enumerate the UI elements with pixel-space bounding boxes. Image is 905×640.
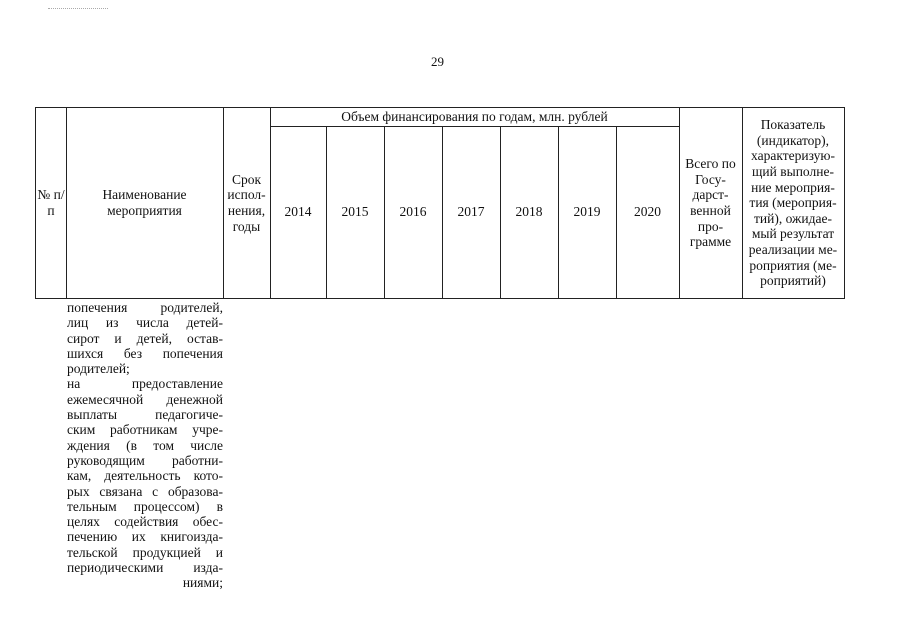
header-year xyxy=(270,126,326,298)
text-line: лиц из числа детей- xyxy=(67,315,223,331)
header-year xyxy=(384,126,442,298)
text-line: целях содействия обес- xyxy=(67,514,223,530)
header-term-label: Срок испол-нения, годы xyxy=(227,171,266,234)
year-label: 2020 xyxy=(634,204,661,220)
header-year xyxy=(616,126,679,298)
header-year xyxy=(442,126,500,298)
header-year xyxy=(558,126,616,298)
header-name xyxy=(66,108,223,298)
text-line: шихся без попечения xyxy=(67,345,223,361)
text-line: руководящим работни- xyxy=(67,452,223,468)
scan-artifact xyxy=(48,8,108,10)
header-indicator-label: Показатель (индикатор), характеризую-щий выполне-ние мероприя-тия (мероприя-тий), ожидае-мый результат реализации ме-роприятия (ме-роприятий) xyxy=(748,117,838,289)
year-label: 2019 xyxy=(573,204,601,220)
text-line: родителей; xyxy=(67,361,130,377)
text-line: ским работникам учре- xyxy=(67,422,223,438)
header-name-label: Наименование мероприятия xyxy=(102,187,187,218)
header-total-label: Всего по Госу-дарст-венной про-грамме xyxy=(685,156,736,250)
year-label: 2018 xyxy=(515,204,543,220)
year-label: 2014 xyxy=(284,204,312,220)
year-label: 2017 xyxy=(457,204,485,220)
year-label: 2015 xyxy=(341,204,369,220)
header-funding xyxy=(270,108,679,126)
header-term xyxy=(223,108,270,298)
text-line: тельской продукцией и xyxy=(67,544,223,560)
text-line: на предоставление xyxy=(67,376,223,392)
header-funding-label: Объем финансирования по годам, млн. рублей xyxy=(341,109,608,125)
text-line: периодическими изда- xyxy=(67,560,223,576)
header-num-label: № п/п xyxy=(37,187,65,218)
table-header xyxy=(35,107,845,299)
text-line: кам, деятельность кото- xyxy=(67,468,223,484)
text-line: рых связана с образова- xyxy=(67,483,223,499)
header-indicator xyxy=(742,108,844,298)
year-label: 2016 xyxy=(399,204,427,220)
page-number: 29 xyxy=(431,54,444,69)
text-line: выплаты педагогиче- xyxy=(67,407,223,423)
text-line: ежемесячной денежной xyxy=(67,391,223,407)
text-line: ниями; xyxy=(182,575,223,591)
header-year xyxy=(326,126,384,298)
text-line: печению их книгоизда- xyxy=(67,529,223,545)
row-activity-name xyxy=(67,300,223,591)
text-line: ждения (в том числе xyxy=(67,437,223,453)
header-num xyxy=(36,108,66,298)
text-line: сирот и детей, остав- xyxy=(67,330,223,346)
text-line: тельным процессом) в xyxy=(67,498,223,514)
header-total xyxy=(679,108,742,298)
text-line: попечения родителей, xyxy=(67,300,223,315)
header-year xyxy=(500,126,558,298)
